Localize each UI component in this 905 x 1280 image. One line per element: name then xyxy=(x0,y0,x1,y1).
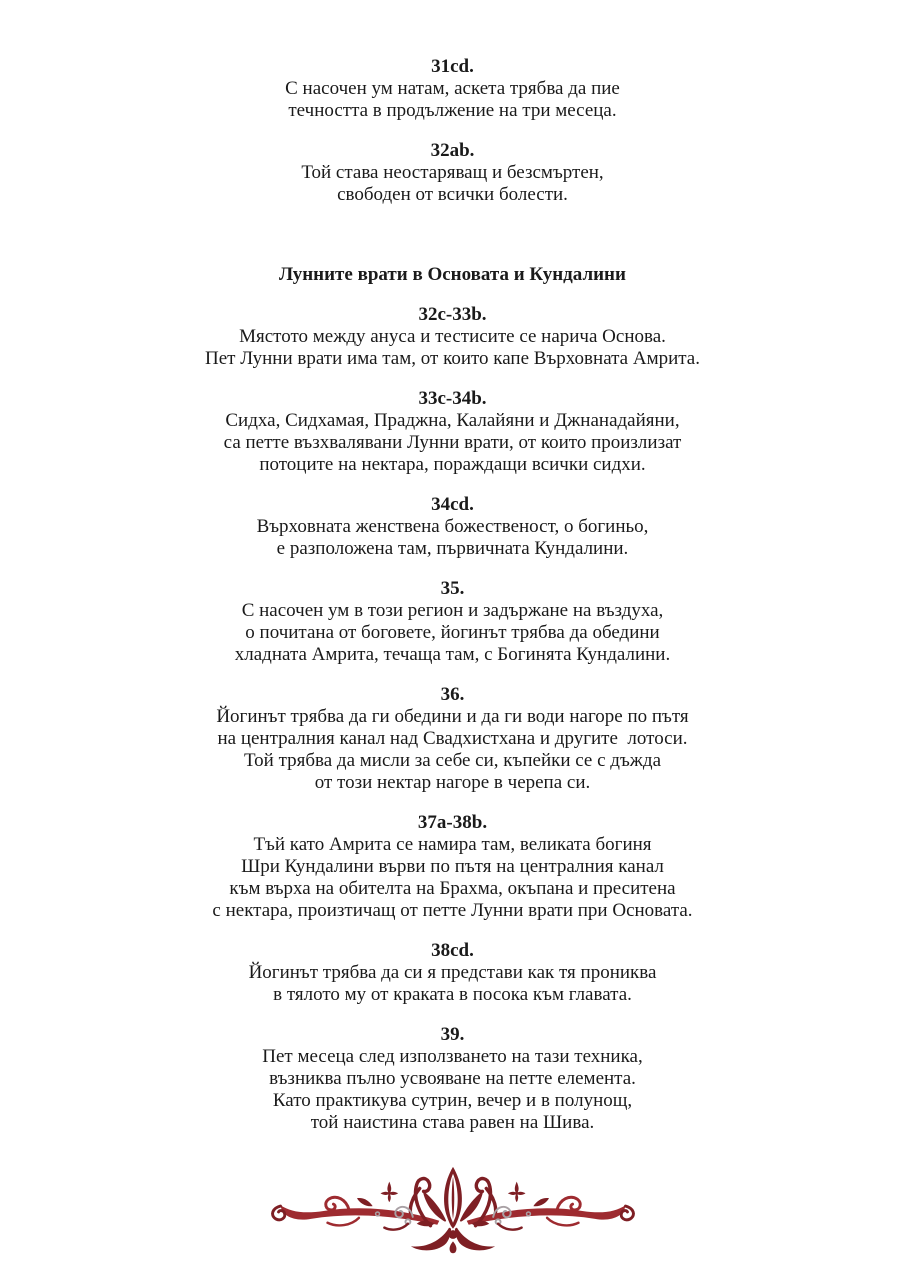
verse-line: Пет Лунни врати има там, от които капе Върховната Амрита. xyxy=(205,348,700,369)
verse-39 xyxy=(0,1024,905,1134)
verse-line: с нектара, произтичащ от петте Лунни врати при Основата. xyxy=(212,900,693,921)
verse-number: 33c-34b. xyxy=(418,388,487,409)
verse-line: свободен от всички болести. xyxy=(337,184,568,205)
verse-line: Мястото между ануса и тестисите се нарича Основа. xyxy=(239,326,666,347)
verse-line: Пет месеца след използването на тази техника, xyxy=(262,1046,643,1067)
verse-line: течността в продължение на три месеца. xyxy=(288,100,617,121)
verse-38cd xyxy=(0,940,905,1006)
section-heading: Лунните врати в Основата и Кундалини xyxy=(279,264,626,285)
verse-line: Той трябва да мисли за себе си, къпейки се с дъжда xyxy=(243,750,662,771)
verse-line: С насочен ум в този регион и задържане на въздуха, xyxy=(241,600,664,621)
verse-line: Йогинът трябва да си я представи как тя прониква xyxy=(248,962,657,983)
verse-33c-34b xyxy=(0,388,905,476)
verse-line: на централния канал над Свадхистхана и другите лотоси. xyxy=(217,728,688,749)
verse-34cd xyxy=(0,494,905,560)
verse-line: в тялото му от краката в посока към главата. xyxy=(273,984,632,1005)
verse-line: към върха на обителта на Брахма, окъпана и преситена xyxy=(229,878,676,899)
verse-line: са петте възхвалявани Лунни врати, от които произлизат xyxy=(223,432,682,453)
verse-number: 32ab. xyxy=(430,140,475,161)
verse-37a-38b xyxy=(0,812,905,922)
verse-line: о почитана от боговете, йогинът трябва да обедини xyxy=(245,622,660,643)
verse-31cd xyxy=(0,56,905,122)
verse-32c-33b xyxy=(0,304,905,370)
verse-35 xyxy=(0,578,905,666)
floral-flourish-icon xyxy=(257,1164,649,1256)
verse-line: потоците на нектара, пораждащи всички сидхи. xyxy=(259,454,646,475)
verse-line: от този нектар нагоре в черепа си. xyxy=(314,772,591,793)
verse-line: той наистина става равен на Шива. xyxy=(310,1112,595,1133)
verse-line: е разположена там, първичната Кундалини. xyxy=(276,538,629,559)
verse-number: 32c-33b. xyxy=(418,304,487,325)
verse-number: 38cd. xyxy=(431,940,474,961)
verse-line: възниква пълно усвояване на петте елемента. xyxy=(269,1068,636,1089)
verse-number: 31cd. xyxy=(431,56,474,77)
verse-32ab xyxy=(0,140,905,206)
verse-line: С насочен ум натам, аскета трябва да пие xyxy=(285,78,620,99)
verse-number: 37a-38b. xyxy=(417,812,488,833)
verse-number: 39. xyxy=(440,1024,465,1045)
verse-line: Той става неостаряващ и безсмъртен, xyxy=(301,162,604,183)
verse-line: Йогинът трябва да ги обедини и да ги води нагоре по пътя xyxy=(216,706,689,727)
verse-line: Върховната женствена божественост, о богиньо, xyxy=(256,516,649,537)
verse-number: 35. xyxy=(440,578,465,599)
floral-divider-ornament xyxy=(257,1164,649,1256)
verse-36 xyxy=(0,684,905,794)
verse-line: Като практикува сутрин, вечер и в полунощ, xyxy=(272,1090,633,1111)
verse-number: 34cd. xyxy=(431,494,474,515)
verse-line: Шри Кундалини върви по пътя на централния канал xyxy=(241,856,664,877)
verse-line: хладната Амрита, течаща там, с Богинята Кундалини. xyxy=(234,644,671,665)
verse-number: 36. xyxy=(440,684,465,705)
verse-line: Сидха, Сидхамая, Праджна, Калайяни и Джнанадайяни, xyxy=(225,410,680,431)
verse-line: Тъй като Амрита се намира там, великата богиня xyxy=(253,834,652,855)
